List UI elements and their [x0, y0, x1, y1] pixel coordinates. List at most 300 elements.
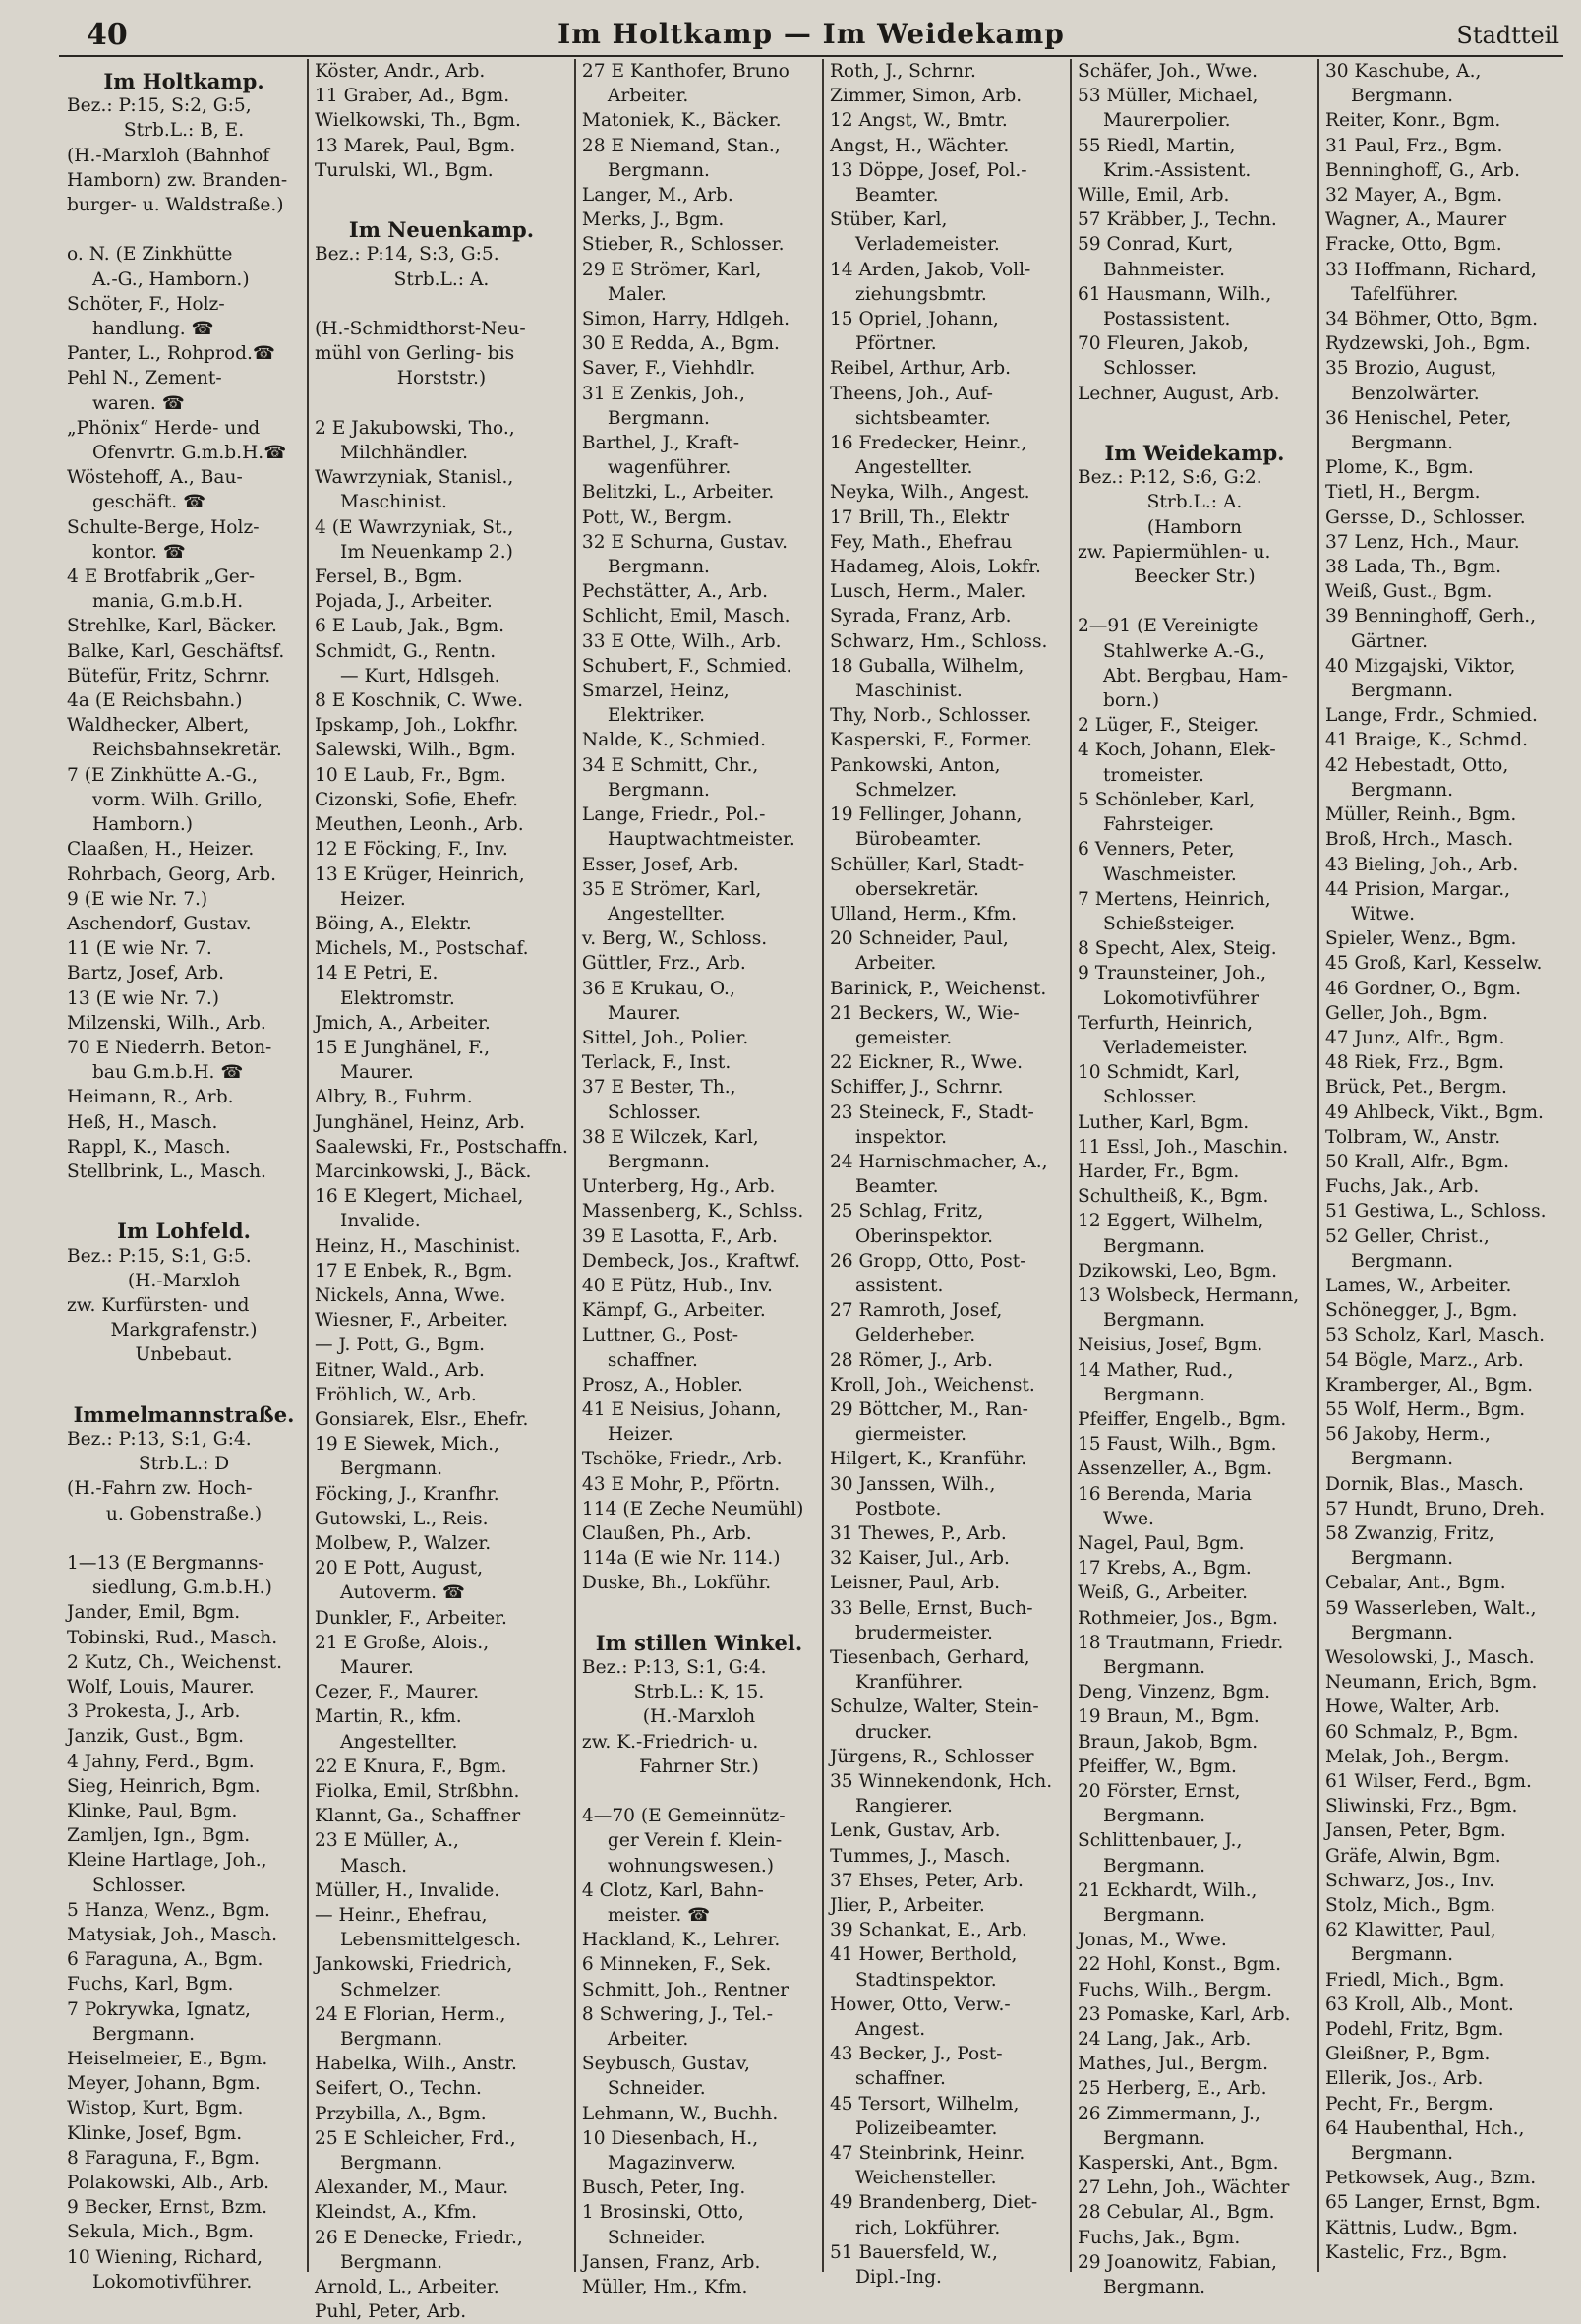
directory-entry: Bergmann. — [1102, 1235, 1205, 1257]
directory-entry: Strb.L.: A. — [1146, 492, 1243, 513]
directory-entry: Bergmann. — [1350, 1622, 1454, 1643]
directory-entry: 7 Pokrywka, Ignatz, — [67, 1998, 251, 2020]
directory-entry: Benzolwärter. — [1350, 383, 1480, 404]
directory-entry: 17 Brill, Th., Elektr — [829, 507, 1009, 528]
directory-entry: 20 E Pott, August, — [315, 1558, 483, 1579]
directory-entry: 6 Venners, Peter, — [1077, 839, 1235, 861]
directory-entry: A.-G., Hamborn.) — [92, 268, 250, 290]
directory-entry: Wolf, Louis, Maurer. — [67, 1677, 255, 1698]
directory-entry: Postassistent. — [1102, 309, 1231, 330]
directory-entry: siedlung, G.m.b.H.) — [92, 1578, 272, 1599]
directory-entry: Postbote. — [854, 1498, 942, 1520]
directory-entry: 9 Becker, Ernst, Bzm. — [67, 2197, 268, 2219]
directory-entry: Bergmann. — [607, 407, 710, 429]
directory-entry: Bergmann. — [1350, 1548, 1454, 1570]
directory-entry: Albry, B., Fuhrm. — [315, 1087, 473, 1108]
directory-entry: Pojada, J., Arbeiter. — [315, 591, 493, 613]
directory-entry: 44 Prision, Margar., — [1324, 878, 1511, 900]
directory-entry: Schießsteiger. — [1102, 913, 1236, 934]
directory-entry: 2—91 (E Vereinigte — [1077, 616, 1259, 637]
directory-entry — [67, 217, 301, 242]
directory-entry: 6 E Laub, Jak., Bgm. — [315, 616, 505, 637]
directory-entry: 55 Riedl, Martin, — [1077, 135, 1236, 156]
directory-entry: 64 Haubenthal, Hch., — [1324, 2117, 1525, 2139]
directory-entry: Schäfer, Joh., Wwe. — [1077, 61, 1259, 82]
directory-entry: Bütefür, Fritz, Schrnr. — [67, 665, 271, 686]
directory-entry: 16 E Klegert, Michael, — [315, 1186, 524, 1208]
directory-entry: Heinz, H., Maschinist. — [315, 1235, 521, 1257]
directory-entry: 17 Krebs, A., Bgm. — [1077, 1558, 1252, 1579]
directory-entry: 14 Arden, Jakob, Voll- — [829, 259, 1031, 280]
directory-entry: Elektromstr. — [340, 987, 455, 1009]
directory-entry: zw. Kurfürsten- und — [67, 1294, 250, 1316]
directory-entry: (H.-Marxloh — [127, 1270, 241, 1291]
directory-entry: 35 Winnekendonk, Hch. — [829, 1771, 1053, 1793]
directory-entry: Bergmann. — [1102, 2277, 1205, 2298]
directory-entry: 16 Berenda, Maria — [1077, 1483, 1252, 1505]
directory-entry: Bergmann. — [1350, 681, 1454, 702]
directory-entry: Seifert, O., Techn. — [315, 2078, 482, 2100]
directory-entry: 41 E Neisius, Johann, — [581, 1399, 782, 1420]
directory-entry: Cebalar, Ant., Bgm. — [1324, 1573, 1506, 1594]
directory-entry: 18 Trautmann, Friedr. — [1077, 1632, 1284, 1653]
directory-entry: 41 Braige, K., Schmd. — [1324, 730, 1529, 751]
directory-entry: u. Gobenstraße.) — [105, 1503, 263, 1524]
directory-entry: 20 Förster, Ernst, — [1077, 1781, 1241, 1803]
directory-entry: Zamljen, Ign., Bgm. — [67, 1825, 251, 1847]
directory-entry: Alexander, M., Maur. — [315, 2177, 509, 2199]
directory-entry: Heimann, R., Arb. — [67, 1087, 234, 1108]
directory-entry: Wielkowski, Th., Bgm. — [315, 110, 521, 132]
directory-entry: Jmich, A., Arbeiter. — [315, 1012, 491, 1034]
directory-entry: 22 Eickner, R., Wwe. — [829, 1052, 1024, 1074]
directory-entry: 8 Specht, Alex, Steig. — [1077, 938, 1277, 960]
directory-entry: Kleindst, A., Kfm. — [315, 2202, 477, 2224]
directory-entry: Gersse, D., Schlosser. — [1324, 507, 1526, 528]
directory-entry: Schubert, F., Schmied. — [581, 655, 792, 677]
directory-entry: 38 E Wilczek, Karl, — [581, 1126, 759, 1148]
directory-entry: handlung. ☎ — [92, 319, 214, 340]
directory-entry: wohnungswesen.) — [607, 1855, 774, 1877]
directory-entry: Wöstehoff, A., Bau- — [67, 467, 243, 489]
directory-entry: vorm. Wilh. Grillo, — [92, 789, 264, 810]
directory-entry: 26 Gropp, Otto, Post- — [829, 1250, 1026, 1272]
directory-entry: geschäft. ☎ — [92, 492, 206, 513]
directory-entry: 59 Wasserleben, Walt., — [1324, 1597, 1537, 1619]
directory-entry: bau G.m.b.H. ☎ — [92, 1062, 244, 1084]
directory-entry: 43 Becker, J., Post- — [829, 2044, 1003, 2065]
directory-entry: kontor. ☎ — [92, 541, 186, 563]
directory-entry: Lokomotivführer — [1102, 987, 1259, 1009]
directory-entry: 30 Kaschube, A., — [1324, 61, 1482, 82]
directory-entry: Fahrsteiger. — [1102, 814, 1215, 836]
directory-entry: 10 Diesenbach, H., — [581, 2127, 759, 2149]
directory-entry: Maschinist. — [854, 681, 963, 702]
directory-entry: Köster, Andr., Arb. — [315, 61, 486, 82]
directory-entry: 40 E Pütz, Hub., Inv. — [581, 1275, 773, 1296]
directory-entry: 33 E Otte, Wilh., Arb. — [581, 630, 782, 652]
directory-column-6 — [1318, 59, 1565, 2272]
directory-column-1 — [61, 59, 307, 2293]
directory-entry: 31 Paul, Frz., Bgm. — [1324, 135, 1503, 156]
directory-entry: Schulte-Berge, Holz- — [67, 516, 260, 538]
directory-entry: Luttner, G., Post- — [581, 1325, 739, 1346]
directory-entry: 28 Cebular, Al., Bgm. — [1077, 2202, 1275, 2224]
directory-entry: Jander, Emil, Bgm. — [67, 1602, 241, 1624]
directory-entry: Turulski, Wl., Bgm. — [315, 159, 494, 181]
directory-entry: Panter, L., Rohprod.☎ — [67, 343, 276, 365]
directory-entry: Stellbrink, L., Masch. — [67, 1161, 266, 1182]
directory-entry: Schlittenbauer, J., — [1077, 1830, 1243, 1852]
directory-entry: Kasperski, F., Former. — [829, 730, 1032, 751]
directory-entry: Stahlwerke A.-G., — [1102, 640, 1265, 662]
directory-entry: Bez.: P:15, S:2, G:5, — [67, 95, 252, 117]
directory-entry: Melak, Joh., Bergm. — [1324, 1746, 1510, 1767]
directory-entry: Milchhändler. — [340, 443, 468, 464]
directory-entry: Strb.L.: B, E. — [123, 120, 245, 142]
directory-entry: Eitner, Wald., Arb. — [315, 1359, 485, 1381]
directory-entry: Wiesner, F., Arbeiter. — [315, 1310, 509, 1332]
directory-entry: 62 Klawitter, Paul, — [1324, 1920, 1496, 1941]
directory-entry: Witwe. — [1350, 903, 1416, 924]
directory-entry: Lenk, Gustav, Arb. — [829, 1820, 1001, 1842]
directory-entry: 23 E Müller, A., — [315, 1830, 459, 1852]
directory-entry: Jonas, M., Wwe. — [1077, 1930, 1227, 1951]
directory-entry: Krim.-Assistent. — [1102, 159, 1252, 181]
directory-entry: Brück, Pet., Bergm. — [1324, 1077, 1507, 1099]
directory-entry: 30 E Redda, A., Bgm. — [581, 333, 780, 355]
directory-entry: 26 E Denecke, Friedr., — [315, 2227, 523, 2248]
directory-entry: 24 E Florian, Herm., — [315, 2003, 506, 2025]
directory-entry: Maschinist. — [340, 492, 447, 513]
directory-entry: Tiesenbach, Gerhard, — [829, 1647, 1030, 1668]
directory-entry: 7 Mertens, Heinrich, — [1077, 888, 1271, 910]
directory-entry: 11 Graber, Ad., Bgm. — [315, 86, 510, 107]
directory-entry: 10 Schmidt, Karl, — [1077, 1062, 1241, 1084]
directory-entry: Bergmann. — [1102, 1855, 1205, 1877]
directory-entry: Neumann, Erich, Bgm. — [1324, 1672, 1538, 1694]
directory-entry: Lehmann, W., Buchh. — [581, 2103, 779, 2124]
running-head: Im Holtkamp — Im Weidekamp — [557, 18, 1065, 50]
directory-entry: Sieg, Heinrich, Bgm. — [67, 1775, 261, 1797]
directory-entry: Maurer. — [607, 1002, 681, 1024]
directory-entry: Saver, F., Viehhdlr. — [581, 358, 756, 380]
directory-entry: 39 E Lasotta, F., Arb. — [581, 1225, 778, 1247]
directory-entry: schaffner. — [607, 1349, 698, 1371]
directory-entry: Gleißner, P., Bgm. — [1324, 2044, 1491, 2065]
directory-entry: Bergmann. — [1102, 1806, 1205, 1827]
directory-entry: 33 Hoffmann, Richard, — [1324, 259, 1537, 280]
directory-entry: 35 Brozio, August, — [1324, 358, 1497, 380]
directory-entry: — J. Pott, G., Bgm. — [315, 1335, 486, 1356]
directory-entry: 11 Essl, Joh., Maschin. — [1077, 1136, 1289, 1158]
directory-entry: Matoniek, K., Bäcker. — [581, 110, 782, 132]
directory-entry: 43 E Mohr, P., Pförtn. — [581, 1473, 781, 1495]
directory-entry: Pförtner. — [854, 333, 937, 355]
directory-entry: 29 Böttcher, M., Ran- — [829, 1399, 1028, 1420]
columns-container — [61, 59, 1565, 2323]
directory-entry: Neyka, Wilh., Angest. — [829, 482, 1030, 504]
directory-entry: Bahnmeister. — [1102, 259, 1226, 280]
directory-entry: 12 Eggert, Wilhelm, — [1077, 1211, 1264, 1232]
directory-entry: Lange, Frdr., Schmied. — [1324, 705, 1538, 727]
directory-entry: Langer, M., Arb. — [581, 185, 733, 207]
directory-entry: 14 Mather, Rud., — [1077, 1359, 1234, 1381]
directory-entry: 10 Wiening, Richard, — [67, 2246, 264, 2268]
directory-entry: Meuthen, Leonh., Arb. — [315, 814, 524, 836]
directory-entry: 18 Guballa, Wilhelm, — [829, 655, 1025, 677]
directory-entry: Cizonski, Sofie, Ehefr. — [315, 789, 519, 810]
directory-entry: Fracke, Otto, Bgm. — [1324, 234, 1502, 256]
directory-entry: 5 Schönleber, Karl, — [1077, 789, 1256, 810]
directory-entry: Gutowski, L., Reis. — [315, 1508, 489, 1529]
directory-entry: 19 E Siewek, Mich., — [315, 1434, 499, 1456]
directory-entry: 60 Schmalz, P., Bgm. — [1324, 1721, 1519, 1743]
directory-entry: Spieler, Wenz., Bgm. — [1324, 928, 1517, 950]
directory-entry: Rohrbach, Georg, Arb. — [67, 864, 277, 885]
directory-entry: zw. K.-Friedrich- u. — [581, 1731, 759, 1753]
directory-entry: 47 Steinbrink, Heinr. — [829, 2143, 1025, 2165]
directory-entry: Harder, Fr., Bgm. — [1077, 1161, 1240, 1182]
street-heading: Im Holtkamp. — [103, 69, 264, 93]
directory-entry: Bez.: P:13, S:1, G:4. — [581, 1657, 767, 1678]
directory-entry: Jlier, P., Arbeiter. — [829, 1895, 985, 1917]
directory-entry: o. N. (E Zinkhütte — [67, 244, 233, 266]
directory-entry: zw. Papiermühlen- u. — [1077, 541, 1271, 563]
directory-entry: Kleine Hartlage, Joh., — [67, 1850, 267, 1872]
directory-entry: Jansen, Franz, Arb. — [581, 2251, 761, 2273]
directory-entry: Bergmann. — [1350, 1250, 1454, 1272]
directory-entry: 27 E Kanthofer, Bruno — [581, 61, 790, 82]
directory-entry: 12 E Föcking, F., Inv. — [315, 839, 508, 861]
directory-entry: Fahrner Str.) — [639, 1756, 759, 1777]
directory-entry: 37 Lenz, Hch., Maur. — [1324, 531, 1520, 553]
directory-entry: 32 Kaiser, Jul., Arb. — [829, 1548, 1010, 1570]
directory-entry — [315, 183, 568, 208]
directory-entry: 23 Steineck, F., Stadt- — [829, 1102, 1034, 1123]
directory-entry: 58 Zwanzig, Fritz, — [1324, 1522, 1494, 1544]
directory-entry: 24 Lang, Jak., Arb. — [1077, 2029, 1252, 2051]
directory-entry: 45 Groß, Karl, Kesselw. — [1324, 953, 1543, 975]
directory-entry: Müller, H., Invalide. — [315, 1879, 500, 1901]
directory-entry: Schlosser. — [1102, 358, 1198, 380]
directory-entry: Tietl, H., Bergm. — [1324, 482, 1481, 504]
directory-entry: Schlicht, Emil, Masch. — [581, 606, 790, 627]
directory-entry: Fuchs, Wilh., Bergm. — [1077, 1979, 1272, 2000]
directory-entry: assistent. — [854, 1275, 944, 1296]
directory-entry: Kranführer. — [854, 1672, 964, 1694]
directory-entry: — Heinr., Ehefrau, — [315, 1905, 488, 1927]
directory-entry: 34 Böhmer, Otto, Bgm. — [1324, 309, 1538, 330]
directory-entry: Bergmann. — [340, 2251, 443, 2273]
directory-entry: Claußen, Ph., Arb. — [581, 1522, 752, 1544]
directory-entry: Pfeiffer, W., Bgm. — [1077, 1756, 1237, 1777]
street-heading: Immelmannstraße. — [73, 1401, 295, 1427]
directory-entry: Waldhecker, Albert, — [67, 715, 250, 737]
directory-entry: 25 Herberg, E., Arb. — [1077, 2078, 1267, 2100]
directory-entry: 52 Geller, Christ., — [1324, 1225, 1490, 1247]
directory-entry: 32 Mayer, A., Bgm. — [1324, 185, 1503, 207]
directory-entry: 21 Beckers, W., Wie- — [829, 1002, 1020, 1024]
directory-entry: Autoverm. ☎ — [340, 1582, 466, 1604]
directory-entry: Bergmann. — [1102, 1310, 1205, 1332]
directory-entry: (H.-Schmidthorst-Neu- — [315, 319, 526, 340]
directory-entry: 3 Prokesta, J., Arb. — [67, 1701, 241, 1723]
directory-entry: Bürobeamter. — [854, 829, 982, 851]
directory-entry: Nalde, K., Schmied. — [581, 730, 767, 751]
directory-entry: Maurer. — [340, 1062, 414, 1084]
directory-entry: Matysiak, Joh., Masch. — [67, 1925, 278, 1946]
directory-entry: 41 Hower, Berthold, — [829, 1944, 1018, 1966]
directory-entry: Gräfe, Alwin, Bgm. — [1324, 1845, 1501, 1867]
directory-entry: Verlademeister. — [1102, 1037, 1248, 1058]
directory-entry: Kasperski, Ant., Bgm. — [1077, 2153, 1279, 2175]
directory-entry: Oberinspektor. — [854, 1225, 994, 1247]
directory-entry: Balke, Karl, Geschäftsf. — [67, 640, 285, 662]
directory-entry: 51 Gestiwa, L., Schloss. — [1324, 1201, 1547, 1222]
directory-entry: Bergmann. — [340, 2029, 443, 2051]
directory-entry: Schwarz, Hm., Schloss. — [829, 630, 1048, 652]
directory-entry: Deng, Vinzenz, Bgm. — [1077, 1682, 1271, 1703]
directory-entry: Dzikowski, Leo, Bgm. — [1077, 1260, 1278, 1281]
directory-entry: 27 Lehn, Joh., Wächter — [1077, 2177, 1290, 2199]
directory-entry: Barthel, J., Kraft- — [581, 433, 740, 454]
directory-entry: Fuchs, Jak., Bgm. — [1077, 2227, 1241, 2248]
directory-entry: Kramberger, Al., Bgm. — [1324, 1374, 1534, 1396]
directory-entry: 21 E Große, Alois., — [315, 1632, 490, 1653]
directory-entry: 61 Hausmann, Wilh., — [1077, 283, 1272, 305]
directory-entry: Müller, Hm., Kfm. — [581, 2277, 748, 2298]
directory-entry: 2 E Jakubowski, Tho., — [315, 417, 515, 439]
directory-entry: Tobinski, Rud., Masch. — [67, 1627, 278, 1648]
directory-entry: Schultheiß, K., Bgm. — [1077, 1186, 1269, 1208]
directory-entry: 29 Joanowitz, Fabian, — [1077, 2251, 1277, 2273]
directory-entry: Arbeiter. — [607, 86, 689, 107]
directory-entry: brudermeister. — [854, 1622, 993, 1643]
directory-entry: 1—13 (E Bergmanns- — [67, 1552, 264, 1574]
directory-entry: Seybusch, Gustav, — [581, 2054, 750, 2075]
directory-entry: Bergmann. — [607, 779, 710, 801]
directory-entry: Kättnis, Ludw., Bgm. — [1324, 2217, 1518, 2238]
directory-entry: sichtsbeamter. — [854, 407, 991, 429]
directory-entry: Schwarz, Jos., Inv. — [1324, 1870, 1495, 1891]
directory-entry: Klinke, Josef, Bgm. — [67, 2122, 243, 2144]
directory-entry: 47 Junz, Alfr., Bgm. — [1324, 1027, 1505, 1048]
directory-entry — [582, 1596, 816, 1621]
directory-entry: Bergmann. — [92, 2023, 196, 2045]
directory-entry: tromeister. — [1102, 764, 1204, 786]
directory-entry: 6 Minneken, F., Sek. — [581, 1954, 772, 1976]
directory-entry: 37 Ehses, Peter, Arb. — [829, 1870, 1024, 1891]
directory-entry: Schöter, F., Holz- — [67, 293, 225, 315]
directory-entry: 65 Langer, Ernst, Bgm. — [1324, 2192, 1541, 2214]
directory-entry: 53 Müller, Michael, — [1077, 86, 1259, 107]
directory-entry: Beamter. — [854, 185, 939, 207]
directory-entry: (H.-Marxloh — [642, 1706, 756, 1728]
directory-entry: Verlademeister. — [854, 234, 1000, 256]
directory-entry: Dipl.-Ing. — [854, 2267, 942, 2289]
directory-entry: 15 E Junghänel, F., — [315, 1037, 491, 1058]
directory-entry: Markgrafenstr.) — [110, 1320, 258, 1341]
directory-entry: Claaßen, H., Heizer. — [67, 839, 255, 861]
directory-entry: meister. ☎ — [607, 1905, 711, 1927]
directory-entry: Saalewski, Fr., Postschaffn. — [315, 1136, 568, 1158]
directory-entry: Gonsiarek, Elsr., Ehefr. — [315, 1408, 529, 1430]
directory-entry: Beamter. — [854, 1176, 939, 1198]
directory-entry: Pechstätter, A., Arb. — [581, 581, 768, 603]
directory-entry: Lames, W., Arbeiter. — [1324, 1275, 1512, 1296]
directory-entry: 13 Marek, Paul, Bgm. — [315, 135, 516, 156]
directory-entry: Bartz, Josef, Arb. — [67, 963, 225, 984]
directory-entry: 24 Harnischmacher, A., — [829, 1151, 1048, 1172]
street-heading: Im Weidekamp. — [1104, 441, 1285, 466]
directory-entry: 25 E Schleicher, Frd., — [315, 2127, 516, 2149]
directory-entry: Cezer, F., Maurer. — [315, 1682, 480, 1703]
directory-entry: 53 Scholz, Karl, Masch. — [1324, 1325, 1546, 1346]
directory-entry: Przybilla, A., Bgm. — [315, 2103, 487, 2124]
directory-column-5 — [1070, 59, 1318, 2298]
directory-entry: Klannt, Ga., Schaffner — [315, 1806, 521, 1827]
directory-entry: Wesolowski, J., Masch. — [1324, 1647, 1535, 1668]
directory-entry: Rydzewski, Joh., Bgm. — [1324, 333, 1531, 355]
directory-entry: Martin, R., kfm. — [315, 1706, 462, 1728]
directory-entry: 42 Hebestadt, Otto, — [1324, 754, 1509, 776]
directory-entry: Strb.L.: A. — [393, 268, 490, 290]
directory-entry: Bez.: P:15, S:1, G:5. — [67, 1245, 252, 1267]
directory-entry: Bergmann. — [1350, 1944, 1454, 1966]
directory-entry: 114 (E Zeche Neumühl) — [581, 1498, 804, 1520]
directory-entry: Böing, A., Elektr. — [315, 913, 472, 934]
directory-entry: Hackland, K., Lehrer. — [581, 1930, 781, 1951]
directory-entry: Leisner, Paul, Arb. — [829, 1573, 1001, 1594]
directory-entry: Wwe. — [1102, 1508, 1154, 1529]
directory-entry: Fey, Math., Ehefrau — [829, 531, 1013, 553]
directory-entry: 45 Tersort, Wilhelm, — [829, 2093, 1020, 2115]
directory-entry: 13 E Krüger, Heinrich, — [315, 864, 525, 885]
directory-entry: 1 Brosinski, Otto, — [581, 2202, 744, 2224]
district-label: Stadtteil — [1456, 22, 1559, 49]
directory-entry: drucker. — [854, 1721, 933, 1743]
directory-entry: 32 E Schurna, Gustav. — [581, 531, 788, 553]
directory-entry: 19 Braun, M., Bgm. — [1077, 1706, 1259, 1728]
directory-entry: Bez.: P:12, S:6, G:2. — [1077, 467, 1262, 489]
directory-entry: Lechner, August, Arb. — [1077, 383, 1280, 404]
directory-entry: inspektor. — [854, 1126, 947, 1148]
directory-entry: (H.-Fahrn zw. Hoch- — [67, 1478, 253, 1500]
directory-entry: 70 Fleuren, Jakob, — [1077, 333, 1249, 355]
directory-entry: Simon, Harry, Hdlgeh. — [581, 309, 790, 330]
directory-entry: 22 E Knura, F., Bgm. — [315, 1756, 507, 1777]
directory-entry: Busch, Peter, Ing. — [581, 2177, 746, 2199]
directory-entry: Reiter, Konr., Bgm. — [1324, 110, 1501, 132]
directory-entry — [315, 292, 568, 317]
directory-entry: Zimmer, Simon, Arb. — [829, 86, 1023, 107]
directory-entry: 20 Schneider, Paul, — [829, 928, 1009, 950]
directory-entry: Wille, Emil, Arb. — [1077, 185, 1230, 207]
directory-entry — [315, 391, 568, 416]
directory-entry: Jürgens, R., Schlosser — [829, 1746, 1034, 1767]
directory-entry: Bergmann. — [1350, 86, 1454, 107]
directory-entry: Stüber, Karl, — [829, 209, 948, 231]
directory-entry: Bergmann. — [1102, 2127, 1205, 2149]
directory-entry: Fuchs, Jak., Arb. — [1324, 1176, 1480, 1198]
directory-entry: giermeister. — [854, 1424, 967, 1446]
directory-entry: Dornik, Blas., Masch. — [1324, 1473, 1524, 1495]
directory-entry: Lange, Friedr., Pol.- — [581, 804, 766, 826]
directory-entry: Schlosser. — [92, 1875, 187, 1896]
directory-entry: Terlack, F., Inst. — [581, 1052, 732, 1074]
directory-entry: Hamborn) zw. Branden- — [67, 169, 288, 191]
